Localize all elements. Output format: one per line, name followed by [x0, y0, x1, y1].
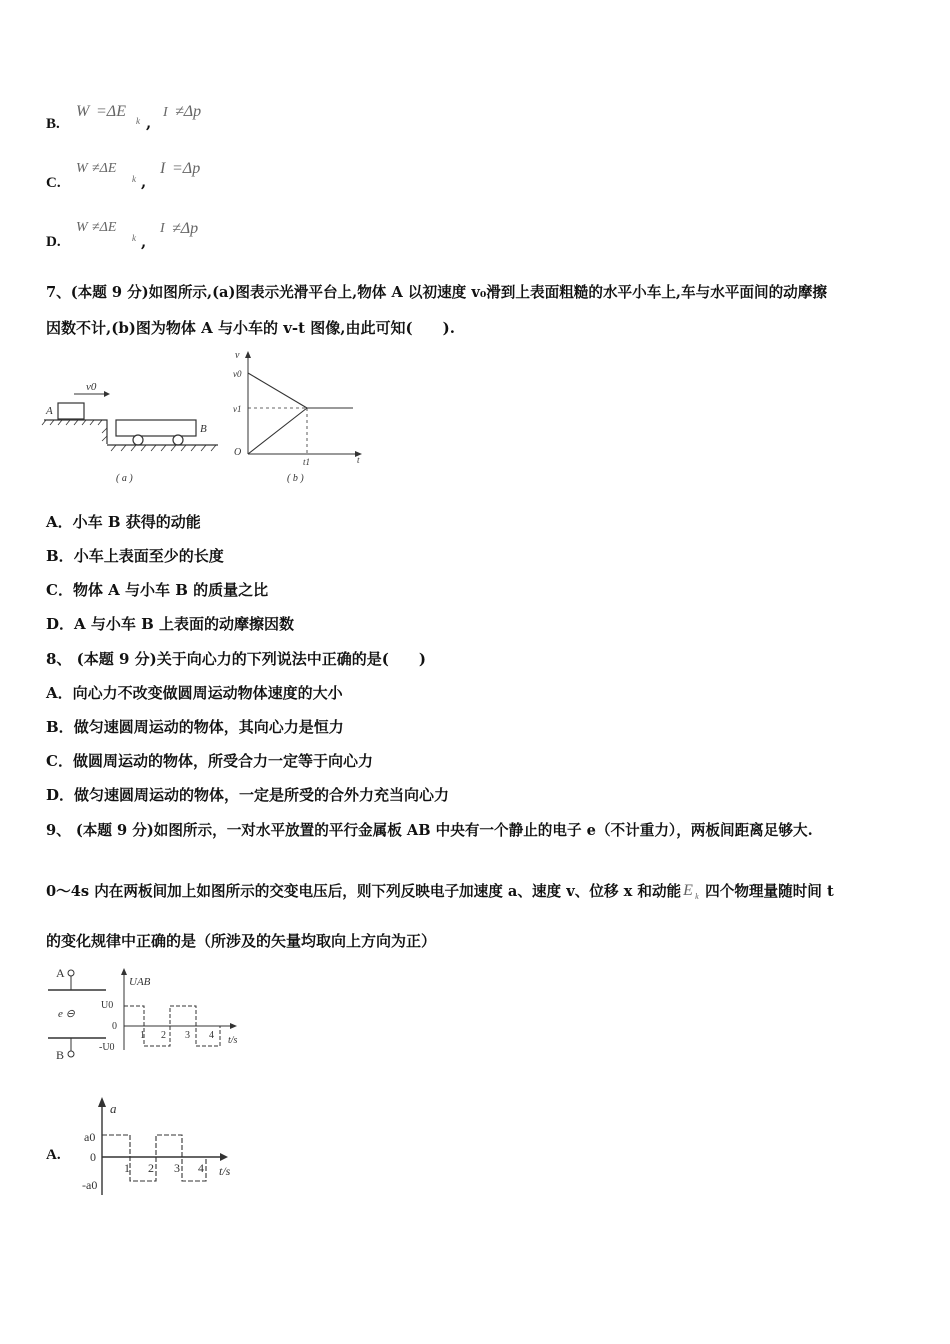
option-text: 做匀速圆周运动的物体，一定是所受的合外力充当向心力 [74, 786, 450, 804]
option-text: 做圆周运动的物体，所受合力一定等于向心力 [72, 752, 373, 770]
work-symbol: W [76, 220, 88, 235]
work-symbol: W [76, 161, 88, 176]
a0-label: a0 [84, 1130, 96, 1144]
cart-wheel [133, 435, 143, 445]
comma: , [141, 233, 147, 251]
v0-tick: v0 [233, 369, 242, 379]
tick-2: 2 [148, 1161, 154, 1175]
work-relation: ≠ΔE [92, 220, 117, 235]
cart-b [116, 420, 196, 436]
v1-tick: v1 [233, 404, 242, 414]
subscript-k: k [132, 174, 136, 184]
tick-3: 3 [174, 1161, 180, 1175]
tick-2: 2 [161, 1030, 166, 1041]
impulse-symbol: I [160, 221, 165, 236]
origin-label: O [234, 447, 242, 458]
q9-stem-line3: 的变化规律中正确的是（所涉及的矢量均取向上方向为正） [46, 932, 437, 950]
work-symbol: W [76, 103, 90, 120]
zero-label: 0 [90, 1150, 96, 1164]
a-square-wave [102, 1135, 206, 1181]
q7-stem-line1: 7、(本题 9 分)如图所示,(a)图表示光滑平台上,物体 A 以初速度 v₀滑到上表面粗糙的水平小车上,车与水平面间的动摩擦 [46, 284, 827, 301]
v-axis-label: v [235, 350, 240, 361]
option-text: 做匀速圆周运动的物体，其向心力是恒力 [73, 718, 344, 736]
q9-option-a-letter: A. [46, 1147, 61, 1163]
option-letter: A． [46, 684, 73, 702]
q7-option-a [46, 511, 201, 532]
option-letter: B． [46, 547, 74, 565]
uab-axis-label: UAB [129, 976, 151, 988]
q8-option-b [46, 716, 344, 737]
ek-subscript: k [695, 892, 699, 901]
impulse-symbol: I [160, 160, 166, 177]
figure-b-caption: ( b ) [287, 473, 304, 484]
neg-a0-label: -a0 [82, 1178, 98, 1192]
q7-stem-line2: 因数不计,(b)图为物体 A 与小车的 v-t 图像,由此可知( ). [46, 319, 455, 337]
plate-a-label: A [56, 966, 65, 980]
impulse-symbol: I [163, 105, 168, 120]
subscript-k: k [136, 116, 140, 126]
option-text: 小车上表面至少的长度 [73, 547, 224, 565]
option-text: A 与小车 B 上表面的动摩擦因数 [74, 615, 294, 633]
zero-label: 0 [112, 1021, 117, 1032]
block-a-label: A [46, 405, 53, 417]
option-letter: B． [46, 718, 74, 736]
tick-4: 4 [198, 1161, 204, 1175]
q8-stem: 8、 (本题 9 分)关于向心力的下列说法中正确的是( ) [46, 650, 426, 668]
q7-option-d [46, 613, 294, 634]
block-a-line [248, 373, 307, 408]
option-text: 物体 A 与小车 B 的质量之比 [72, 581, 269, 599]
tick-1: 1 [140, 1030, 145, 1041]
q7-option-b [46, 545, 224, 566]
work-relation: =ΔE [96, 103, 126, 120]
q7-figure-b [225, 348, 370, 488]
impulse-relation: ≠Δp [172, 220, 199, 237]
t-axis-label: t/s [219, 1164, 231, 1178]
q9-stem-line2-post: 四个物理量随时间 t [705, 883, 834, 900]
q9-uab-chart [98, 966, 248, 1061]
q9-stem-line2-pre: 0～4s 内在两板间加上如图所示的交变电压后，则下列反映电子加速度 a、速度 v、位移 x 和动能 [46, 883, 682, 900]
ek-letter: E [683, 882, 693, 899]
figure-a-caption: ( a ) [116, 473, 133, 484]
q9-option-a-chart [78, 1093, 248, 1198]
subscript-k: k [132, 233, 136, 243]
tick-3: 3 [185, 1030, 190, 1041]
option-letter: D． [46, 786, 75, 804]
impulse-relation: =Δp [172, 160, 201, 177]
work-relation: ≠ΔE [92, 161, 117, 176]
option-text: 小车 B 获得的动能 [72, 513, 201, 531]
option-letter: D. [46, 234, 61, 250]
q9-stem-line2 [46, 880, 834, 901]
impulse-relation: ≠Δp [175, 103, 202, 120]
cart-b-label: B [200, 423, 207, 435]
v0-label: v0 [86, 381, 97, 393]
option-letter: B. [46, 116, 60, 132]
velocity-arrowhead [104, 391, 110, 397]
option-letter: A． [46, 513, 73, 531]
option-letter: C． [46, 581, 73, 599]
option-letter: C． [46, 752, 73, 770]
comma: , [141, 173, 147, 191]
electron-label: e ⊖ [58, 1008, 75, 1020]
q8-option-a [46, 682, 343, 703]
tick-4: 4 [209, 1030, 214, 1041]
a-axis-label: a [110, 1101, 117, 1116]
neg-u0-label: -U0 [99, 1042, 115, 1053]
q8-option-c [46, 750, 373, 771]
q7-figure-a [40, 372, 225, 487]
q9-stem-line1: 9、 (本题 9 分)如图所示，一对水平放置的平行金属板 AB 中央有一个静止的电子 e（不计重力），两板间距离足够大. [46, 822, 813, 839]
t-axis-label: t/s [228, 1035, 238, 1046]
q8-option-d [46, 784, 449, 805]
option-letter: C. [46, 175, 61, 191]
cart-b-line [248, 408, 307, 454]
t1-tick: t1 [303, 457, 311, 467]
plate-b-label: B [56, 1048, 65, 1062]
block-a [58, 403, 84, 419]
option-letter: D． [46, 615, 75, 633]
q7-option-c [46, 579, 268, 600]
tick-1: 1 [124, 1161, 130, 1175]
comma: , [146, 114, 152, 132]
cart-wheel [173, 435, 183, 445]
t-axis-label: t [357, 455, 360, 465]
u0-label: U0 [101, 1000, 114, 1011]
option-text: 向心力不改变做圆周运动物体速度的大小 [72, 684, 343, 702]
